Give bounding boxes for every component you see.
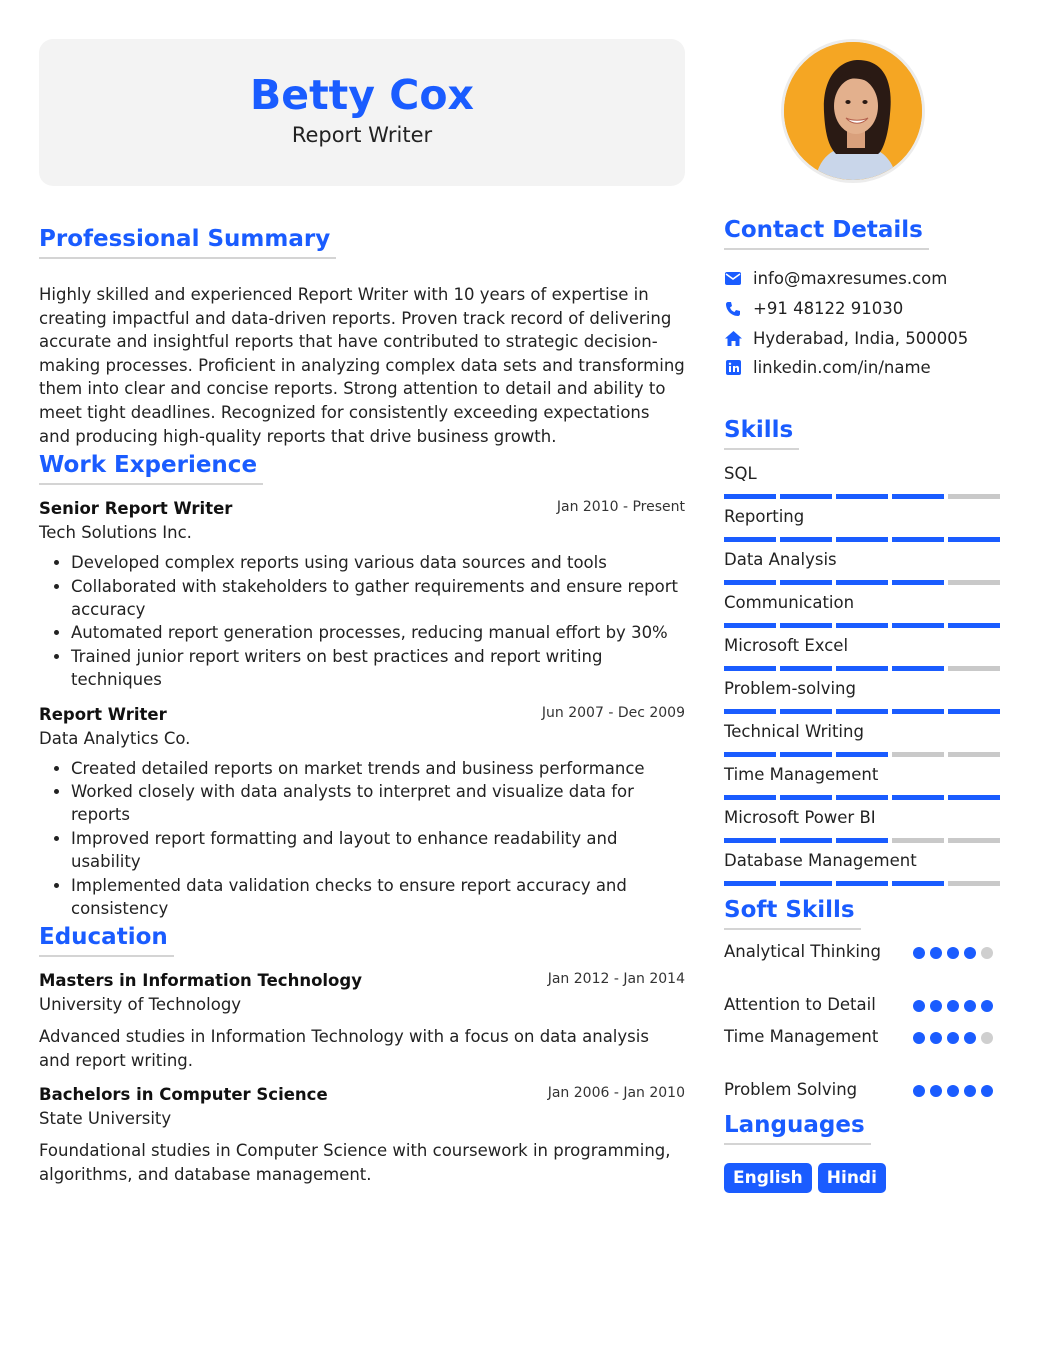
skill-name: Time Management [724,765,879,784]
contact-heading: Contact Details [724,215,929,250]
education-entry [39,969,685,1072]
phone-icon [724,300,742,318]
soft-skill-name: Analytical Thinking [724,942,881,961]
skill-level-segment [836,795,888,800]
summary-heading: Professional Summary [39,224,336,259]
education-section [39,922,685,1186]
soft-skill-item [724,993,1002,1025]
rating-dot [930,1085,942,1097]
education-description: Advanced studies in Information Technology with a focus on data analysis and report writing. [39,1027,649,1070]
skill-level-segment [780,494,832,499]
language-tags [724,1163,1002,1193]
rating-dot [947,1085,959,1097]
phone-text[interactable]: +91 48122 91030 [753,299,904,319]
languages-heading: Languages [724,1110,871,1145]
skill-level-segment [836,666,888,671]
contact-phone [724,294,1002,324]
skill-level-segment [948,494,1000,499]
skill-level-segment [836,752,888,757]
skill-level-segment [948,838,1000,843]
skill-name: Problem-solving [724,679,856,698]
skills-list [724,462,1002,892]
soft-skill-rating [913,1032,993,1044]
languages-section [724,1110,1002,1193]
soft-skill-item [724,1025,1002,1078]
skill-level-segment [780,623,832,628]
skill-level-bar [724,881,1002,886]
skill-level-bar [724,494,1002,499]
job-entry [39,497,685,691]
language-tag: Hindi [818,1163,886,1193]
list-item: • Collaborated with stakeholders to gather requirements and ensure report accuracy [71,575,685,622]
skill-level-segment [724,580,776,585]
list-item: • Implemented data validation checks to ensure report accuracy and consistency [71,874,685,921]
skill-level-segment [836,580,888,585]
language-tag: English [724,1163,812,1193]
job-dates: Jun 2007 - Dec 2009 [541,704,685,721]
soft-skill-item [724,940,1002,993]
skill-item [724,591,1002,634]
header-card [39,39,685,186]
skill-level-segment [892,881,944,886]
candidate-title: Report Writer [291,123,433,147]
experience-heading: Work Experience [39,450,263,485]
rating-dot [981,947,993,959]
soft-skill-name: Time Management [724,1027,879,1046]
summary-section [39,224,685,448]
candidate-name: Betty Cox [250,71,474,119]
skill-level-segment [948,623,1000,628]
rating-dot [947,947,959,959]
envelope-icon [724,270,742,288]
rating-dot [930,947,942,959]
rating-dot [913,947,925,959]
avatar [781,39,925,183]
skill-level-segment [724,838,776,843]
home-icon [724,329,742,347]
main-column [39,39,685,1186]
skill-item [724,634,1002,677]
job-bullets [39,551,685,691]
skill-item [724,806,1002,849]
soft-skills-section [724,895,1002,1108]
skill-name: Communication [724,593,855,612]
skill-level-segment [836,494,888,499]
skill-level-segment [780,752,832,757]
address-text: Hyderabad, India, 500005 [753,328,969,348]
skill-level-segment [780,838,832,843]
skill-level-segment [892,752,944,757]
skill-level-segment [892,838,944,843]
skill-level-segment [948,537,1000,542]
skill-level-bar [724,580,1002,585]
skill-level-bar [724,537,1002,542]
skill-name: Reporting [724,507,805,526]
skill-level-segment [948,752,1000,757]
skill-name: Microsoft Excel [724,636,849,655]
skill-level-segment [724,752,776,757]
skill-item [724,763,1002,806]
job-entry [39,703,685,921]
skills-section [724,415,1002,892]
rating-dot [964,1032,976,1044]
education-dates: Jan 2006 - Jan 2010 [547,1085,685,1102]
list-item: • Automated report generation processes, reducing manual effort by 30% [71,621,685,644]
education-heading: Education [39,922,174,957]
rating-dot [964,1000,976,1012]
soft-skill-item [724,1078,1002,1108]
contact-linkedin [724,353,1002,383]
skill-level-bar [724,795,1002,800]
skill-level-segment [892,709,944,714]
soft-skills-heading: Soft Skills [724,895,861,930]
skill-level-segment [948,881,1000,886]
skill-item [724,849,1002,892]
rating-dot [981,1000,993,1012]
skill-name: Database Management [724,851,917,870]
skill-level-segment [780,881,832,886]
skill-level-segment [836,709,888,714]
skill-level-segment [948,709,1000,714]
list-item: • Trained junior report writers on best practices and report writing techniques [71,645,685,692]
job-title: Report Writer [39,704,167,724]
skill-level-segment [724,623,776,628]
avatar-photo-icon [784,42,925,183]
skill-item [724,462,1002,505]
job-dates: Jan 2010 - Present [556,499,685,516]
email-text[interactable]: info@maxresumes.com [753,269,948,289]
job-bullets [39,757,685,921]
list-item: • Developed complex reports using various data sources and tools [71,551,685,574]
soft-skill-name: Problem Solving [724,1080,858,1099]
list-item: • Worked closely with data analysts to interpret and visualize data for reports [71,780,685,827]
education-entry [39,1083,685,1186]
soft-skill-rating [913,1000,993,1012]
degree: Bachelors in Computer Science [39,1085,328,1105]
soft-skill-rating [913,947,993,959]
skill-level-segment [724,494,776,499]
skill-level-segment [948,795,1000,800]
skill-level-segment [892,795,944,800]
skill-level-segment [948,666,1000,671]
skill-level-bar [724,623,1002,628]
summary-text: Highly skilled and experienced Report Writer with 10 years of expertise in creating impactful and data-driven reports. Proven track record of delivering accurate and insightful reports that have contributed to strategic decision-making processes. Proficient in analyzing complex data sets and transforming them into clear and concise reports. Strong attention to detail and ability to meet tight deadlines. Recognized for consistently exceeding expectations and producing high-quality reports that drive business growth. [39,285,685,446]
skill-level-segment [836,881,888,886]
skill-name: Microsoft Power BI [724,808,876,827]
rating-dot [947,1032,959,1044]
rating-dot [913,1032,925,1044]
degree: Masters in Information Technology [39,971,362,991]
skill-level-segment [892,580,944,585]
rating-dot [964,947,976,959]
skill-name: Technical Writing [724,722,864,741]
rating-dot [930,1032,942,1044]
linkedin-icon [724,359,742,377]
skill-item [724,720,1002,763]
education-dates: Jan 2012 - Jan 2014 [547,971,685,988]
skill-level-segment [724,666,776,671]
skill-item [724,505,1002,548]
skill-level-segment [836,838,888,843]
job-company: Data Analytics Co. [39,728,191,748]
list-item: • Created detailed reports on market trends and business performance [71,757,685,780]
school: State University [39,1109,172,1129]
skill-level-segment [836,537,888,542]
rating-dot [913,1000,925,1012]
skill-level-segment [948,580,1000,585]
skill-name: SQL [724,464,757,483]
skill-level-segment [780,795,832,800]
list-item: • Improved report formatting and layout to enhance readability and usability [71,827,685,874]
skill-level-segment [724,537,776,542]
rating-dot [913,1085,925,1097]
linkedin-text[interactable]: linkedin.com/in/name [753,358,931,378]
school: University of Technology [39,995,242,1015]
skill-level-bar [724,752,1002,757]
rating-dot [947,1000,959,1012]
rating-dot [930,1000,942,1012]
skill-item [724,677,1002,720]
soft-skill-rating [913,1085,993,1097]
soft-skill-name: Attention to Detail [724,995,876,1014]
job-company: Tech Solutions Inc. [39,523,192,543]
skill-level-bar [724,709,1002,714]
skill-level-segment [780,666,832,671]
contact-section [724,215,1002,383]
skill-level-segment [892,494,944,499]
skill-level-segment [724,709,776,714]
skill-level-bar [724,666,1002,671]
rating-dot [981,1085,993,1097]
skill-name: Data Analysis [724,550,837,569]
skill-level-segment [836,623,888,628]
skill-level-segment [892,623,944,628]
skill-level-segment [724,881,776,886]
rating-dot [981,1032,993,1044]
skill-level-segment [780,709,832,714]
skill-level-segment [892,537,944,542]
experience-section [39,450,685,920]
skill-level-segment [780,537,832,542]
skill-item [724,548,1002,591]
contact-address [724,323,1002,353]
skill-level-segment [892,666,944,671]
rating-dot [964,1085,976,1097]
skill-level-segment [724,795,776,800]
education-description: Foundational studies in Computer Science with coursework in programming, algorithms, and database management. [39,1141,671,1184]
job-title: Senior Report Writer [39,499,233,519]
skill-level-bar [724,838,1002,843]
contact-email [724,264,1002,294]
skills-heading: Skills [724,415,799,450]
skill-level-segment [780,580,832,585]
